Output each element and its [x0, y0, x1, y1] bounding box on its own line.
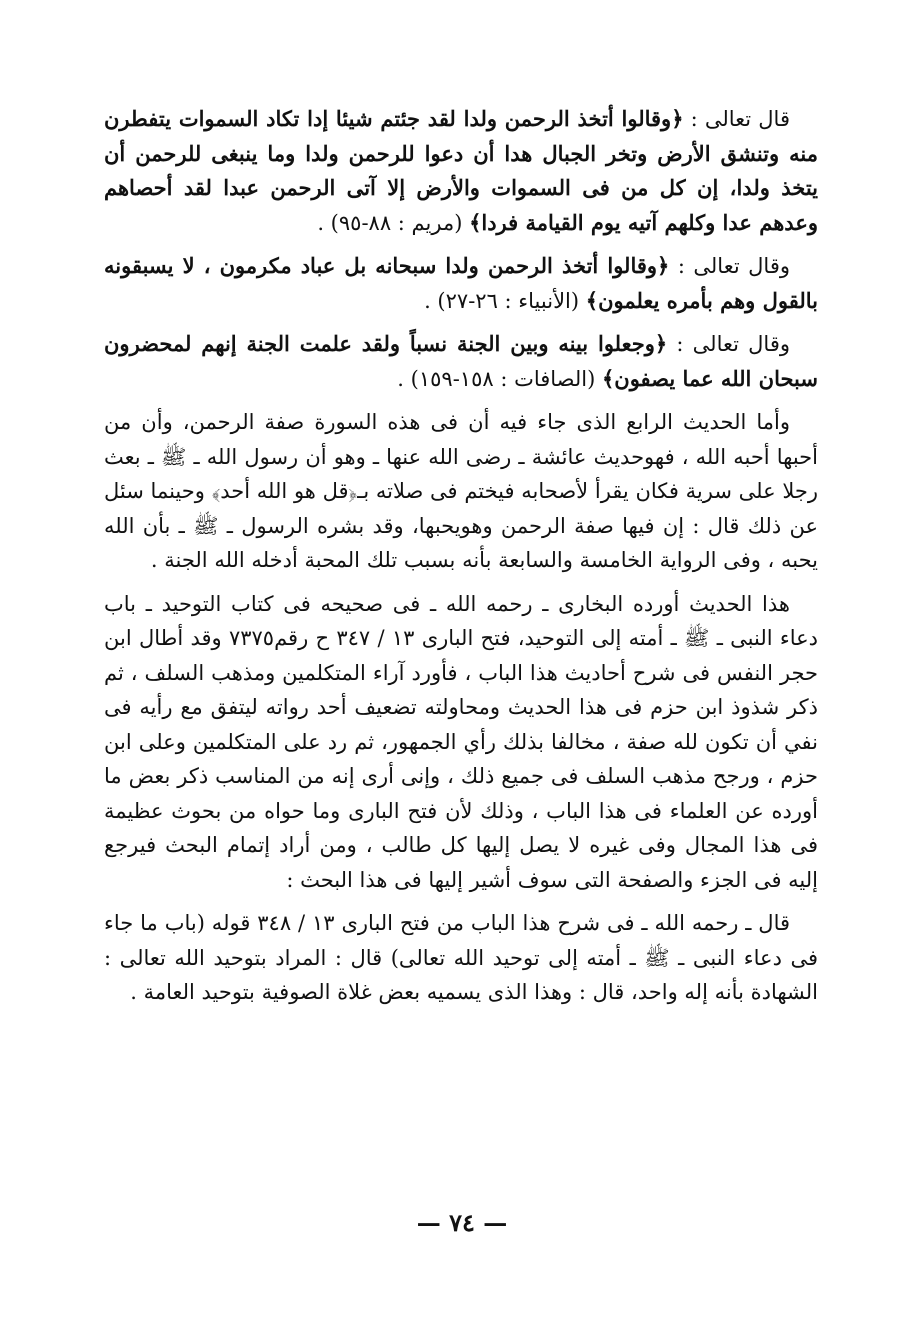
quran-verse-text: ﴿وقالوا أتخذ الرحمن ولدا سبحانه بل عباد مكرمون ، لا يسبقونه بالقول وهم بأمره يعلمون﴾ — [104, 253, 818, 313]
verse-intro: وقال تعالى : — [667, 332, 790, 356]
verse-reference: (الأنبياء : ٢٦-٢٧) . — [424, 288, 586, 313]
verse-intro: قال تعالى : — [683, 107, 790, 131]
body-paragraph-bukhari: هذا الحديث أورده البخارى ـ رحمه الله ـ فى صحيحه فى كتاب التوحيد ـ باب دعاء النبى ـ ﷺ ـ أمته إلى التوحيد، فتح البارى ١٣ / ٣٤٧ ح رقم٧٣٧٥ وقد أطال ابن حجر النفس فى شرح أحاديث هذا الباب ، فأورد آراء المتكلمين ومذهب السلف ، ثم ذكر شذوذ ابن حزم فى هذا الحديث ومحاولته تضعيف أحد رواته ليتفق مع رأيه فى نفي أن تكون لله صفة ، مخالفا بذلك رأي الجمهور، ثم رد على المتكلمين وعلى ابن حزم ، ورجح مذهب السلف فى جميع ذلك ، وإنى أرى إنه من المناسب ذكر بعض ما أورده عن العلماء فى هذا الباب ، وذلك لأن فتح البارى وما حواه من بحوث عظيمة فى هذا المجال وفى غيره لا يصل إليها كل طالب ، ومن أراد إتمام البحث فيرجع إليه فى الجزء والصفحة التى سوف أشير إليها فى هذا البحث : — [104, 591, 818, 892]
quran-verse-text: ﴿وجعلوا بينه وبين الجنة نسباً ولقد علمت الجنة إنهم لمحضرون سبحان الله عما يصفون﴾ — [104, 331, 818, 391]
body-paragraph-hadith: وأما الحديث الرابع الذى جاء فيه أن فى هذه السورة صفة الرحمن، وأن من أحبها أحبه الله ، فهوحديث عائشة ـ رضى الله عنها ـ وهو أن رسول الله ـ ﷺ ـ بعث رجلا على سرية فكان يقرأ لأصحابه فيختم فى صلاته بـ﴿قل هو الله أحد﴾ وحينما سئل عن ذلك قال : إن فيها صفة الرحمن وهويحبها، وقد بشره الرسول ـ ﷺ ـ بأن الله يحبه ، وفى الرواية الخامسة والسابعة بأنه بسبب تلك المحبة أدخله الله الجنة . — [104, 410, 818, 572]
verse-intro: وقال تعالى : — [669, 254, 790, 278]
body-paragraph-fath-albari: قال ـ رحمه الله ـ فى شرح هذا الباب من فتح البارى ١٣ / ٣٤٨ قوله (باب ما جاء فى دعاء النبى ـ ﷺ ـ أمته إلى توحيد الله تعالى) قال : المراد بتوحيد الله تعالى : الشهادة بأنه إله واحد، قال : وهذا الذى يسميه بعض غلاة الصوفية بتوحيد العامة . — [104, 911, 818, 1004]
verse-reference: (الصافات : ١٥٨-١٥٩) . — [397, 366, 602, 391]
page-number: — ٧٤ — — [416, 1208, 508, 1237]
verse-reference: (مريم : ٨٨-٩٥) . — [317, 210, 470, 235]
page-body — [104, 102, 818, 1010]
verse-paragraph-maryam — [104, 102, 818, 240]
verse-paragraph-anbiya — [104, 249, 818, 318]
quran-verse-text: ﴿وقالوا أتخذ الرحمن ولدا لقد جئتم شيئا إدا تكاد السموات يتفطرن منه وتنشق الأرض وتخر الجبال هدا أن دعوا للرحمن ولدا وما ينبغى للرحمن أن يتخذ ولدا، إن كل من فى السموات والأرض إلا آتى الرحمن عبدا لقد أحصاهم وعدهم عدا وكلهم آتيه يوم القيامة فردا﴾ — [104, 106, 818, 235]
verse-paragraph-saffat — [104, 327, 818, 396]
